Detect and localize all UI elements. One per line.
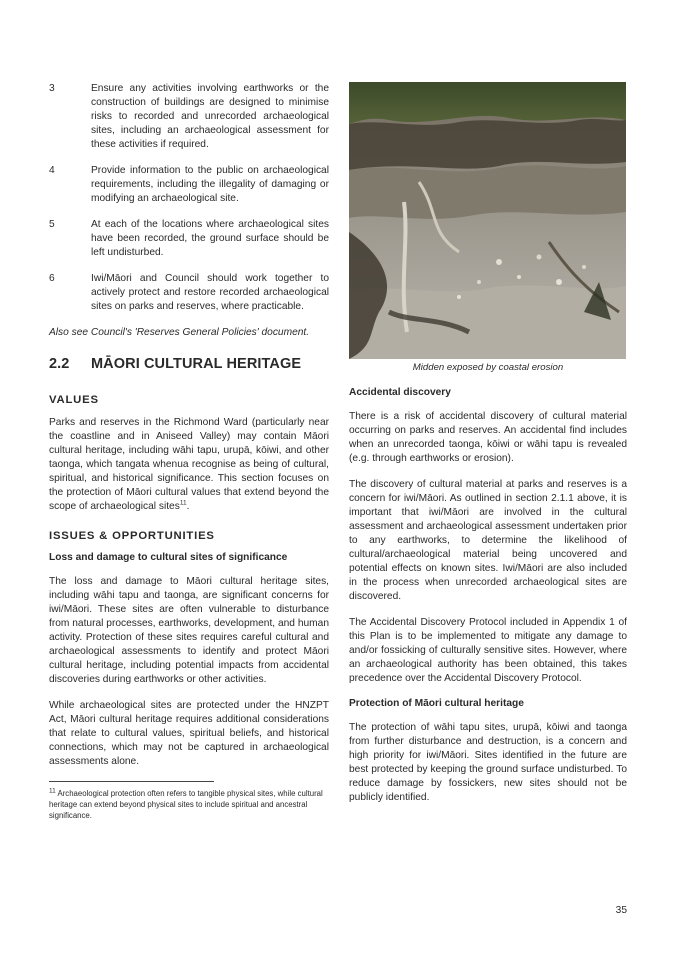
photo-illustration bbox=[349, 82, 626, 359]
values-text-end: . bbox=[186, 501, 190, 512]
left-column bbox=[49, 82, 329, 821]
accidental-paragraph-3: The Accidental Discovery Protocol included in Appendix 1 of this Plan is to be implemented to mitigate any damage to and/or fossicking of culturally sensitive sites. However, where an archaeological authority has been obtained, this takes precedence over the Accidental Discovery Protocol. bbox=[349, 617, 627, 684]
list-text: Ensure any activities involving earthworks or the construction of buildings are designed to minimise risks to recorded and unrecorded archaeological sites, including an archaeological assessment for these activities if required. bbox=[91, 83, 329, 150]
right-column bbox=[349, 82, 627, 817]
accidental-paragraph-2: The discovery of cultural material at parks and reserves is a concern for iwi/Māori. As outlined in section 2.1.1 above, it is important that iwi/Māori are involved in the cultural assessment and archaeological assessment undertaken prior to any earthworks, to determine the likelihood of cultural/archaeological material being uncovered and potential effects on known sites. Iwi/Māori are also included in the process when unrecorded archaeological sites are discovered. bbox=[349, 479, 627, 602]
values-paragraph bbox=[49, 416, 329, 514]
footnote-number: 11 bbox=[49, 787, 56, 795]
list-item bbox=[49, 82, 329, 152]
values-heading: VALUES bbox=[49, 394, 99, 406]
list-item bbox=[49, 218, 329, 260]
list-number: 4 bbox=[49, 165, 55, 176]
list-number: 3 bbox=[49, 83, 55, 94]
footnote-text: Archaeological protection often refers to tangible physical sites, while cultural heritage can extend beyond physical sites to include spiritual and ancestral significance. bbox=[49, 789, 323, 820]
issues-subheading: Loss and damage to cultural sites of significance bbox=[49, 552, 288, 563]
issues-paragraph-2: While archaeological sites are protected under the HNZPT Act, Māori cultural heritage requires additional considerations that relate to cultural values, spiritual beliefs, and historical connections, which may not be captured in archaeological assessments alone. bbox=[49, 700, 329, 767]
list-number: 6 bbox=[49, 273, 55, 284]
list-item bbox=[49, 272, 329, 314]
midden-erosion-photo bbox=[349, 82, 626, 359]
protection-heading: Protection of Māori cultural heritage bbox=[349, 698, 524, 709]
list-item bbox=[49, 164, 329, 206]
accidental-heading: Accidental discovery bbox=[349, 387, 451, 398]
section-title: MĀORI CULTURAL HERITAGE bbox=[91, 356, 302, 372]
page-number: 35 bbox=[615, 905, 627, 916]
issues-paragraph-1: The loss and damage to Māori cultural heritage sites, including wāhi tapu and taonga, are significant concerns for iwi/Māori. These sites are often vulnerable to disturbance from natural processes, earthworks, development, and human activity. Protection of these sites requires careful cultural and archaeological assessments to identify and protect Māori cultural heritage, including potential impacts from accidental discoveries during earthworks or other activities. bbox=[49, 576, 329, 685]
see-also-note: Also see Council's 'Reserves General Policies' document. bbox=[49, 327, 310, 338]
protection-paragraph: The protection of wāhi tapu sites, urupā, kōiwi and taonga from further disturbance and destruction, is a concern and high priority for iwi/Māori. Sites identified in the future are best protected by keeping the ground surface undisturbed. To reduce damage by fossickers, new sites should not be publicly identified. bbox=[349, 722, 627, 803]
list-number: 5 bbox=[49, 219, 55, 230]
list-text: At each of the locations where archaeological sites have been recorded, the ground surface should be left undisturbed. bbox=[91, 219, 329, 258]
footnote-divider bbox=[49, 781, 214, 782]
issues-heading: ISSUES & OPPORTUNITIES bbox=[49, 530, 215, 542]
values-text: Parks and reserves in the Richmond Ward (particularly near the coastline and in Aniseed Valley) may contain Māori cultural heritage, including wāhi tapu, urupā, kōiwi, and other taonga, which tangata whenua recognise as being of cultural, spiritual, and historical significance. This section focuses on the protection of Māori cultural values that extend beyond the scope of archaeological sites bbox=[49, 417, 329, 512]
section-heading bbox=[49, 356, 329, 372]
list-text: Provide information to the public on archaeological requirements, including the illegality of damaging or modifying an archaeological site. bbox=[91, 165, 329, 204]
section-number: 2.2 bbox=[49, 356, 70, 372]
accidental-paragraph-1: There is a risk of accidental discovery of cultural material occurring on parks and reserves. An accidental find includes when an unrecorded taonga, kōiwi or wāhi tapu is revealed (e.g. through earthworks or erosion). bbox=[349, 411, 627, 464]
list-text: Iwi/Māori and Council should work together to actively protect and restore recorded archaeological sites on parks and reserves, where practicable. bbox=[91, 273, 329, 312]
photo-caption: Midden exposed by coastal erosion bbox=[412, 362, 564, 373]
footnote bbox=[49, 788, 329, 821]
footnote-reference[interactable]: 11 bbox=[179, 499, 187, 507]
